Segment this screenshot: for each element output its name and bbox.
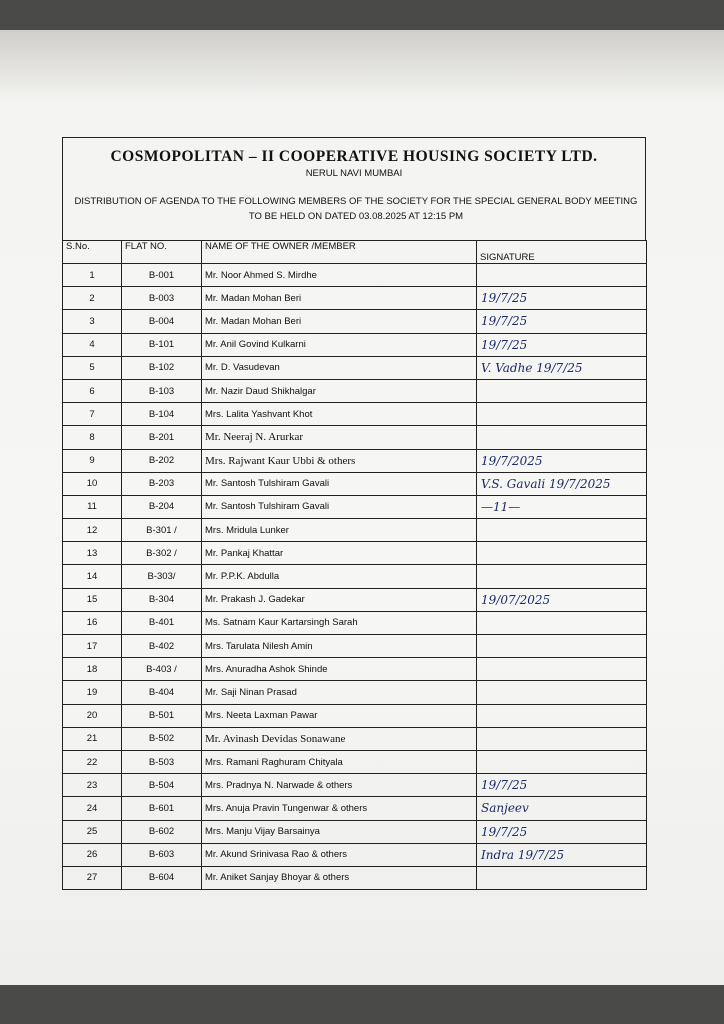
header-name: NAME OF THE OWNER /MEMBER xyxy=(202,241,477,264)
row-flat-no: B-601 xyxy=(122,797,202,820)
row-signature xyxy=(477,635,647,658)
row-flat-no: B-001 xyxy=(122,264,202,287)
header-sno: S.No. xyxy=(63,241,122,264)
row-sno: 3 xyxy=(63,310,122,333)
row-member-name: Mr. Aniket Sanjay Bhoyar & others xyxy=(202,866,477,889)
row-signature: V.S. Gavali 19/7/2025 xyxy=(477,472,647,495)
row-member-name: Mr. Saji Ninan Prasad xyxy=(202,681,477,704)
row-signature xyxy=(477,704,647,727)
table-row xyxy=(63,542,647,565)
row-sno: 13 xyxy=(63,542,122,565)
row-sno: 22 xyxy=(63,750,122,773)
table-row xyxy=(63,310,647,333)
row-member-name: Mr. Avinash Devidas Sonawane xyxy=(202,727,477,750)
table-row xyxy=(63,403,647,426)
row-member-name: Mrs. Anuja Pravin Tungenwar & others xyxy=(202,797,477,820)
row-flat-no: B-504 xyxy=(122,774,202,797)
table-row xyxy=(63,658,647,681)
row-signature xyxy=(477,519,647,542)
row-member-name: Mr. Santosh Tulshiram Gavali xyxy=(202,495,477,518)
table-row xyxy=(63,426,647,449)
document-header xyxy=(62,137,646,241)
row-member-name: Mr. Akund Srinivasa Rao & others xyxy=(202,843,477,866)
row-flat-no: B-502 xyxy=(122,727,202,750)
header-signature: SIGNATURE xyxy=(477,241,647,264)
row-member-name: Mr. Anil Govind Kulkarni xyxy=(202,333,477,356)
row-flat-no: B-103 xyxy=(122,379,202,402)
row-signature: 19/7/25 xyxy=(477,820,647,843)
row-member-name: Mrs. Anuradha Ashok Shinde xyxy=(202,658,477,681)
row-member-name: Mr. Neeraj N. Arurkar xyxy=(202,426,477,449)
table-row xyxy=(63,681,647,704)
row-flat-no: B-101 xyxy=(122,333,202,356)
row-member-name: Mrs. Neeta Laxman Pawar xyxy=(202,704,477,727)
row-member-name: Mr. D. Vasudevan xyxy=(202,356,477,379)
row-sno: 19 xyxy=(63,681,122,704)
row-sno: 7 xyxy=(63,403,122,426)
table-header-row xyxy=(63,241,647,264)
row-sno: 14 xyxy=(63,565,122,588)
row-sno: 11 xyxy=(63,495,122,518)
row-sno: 26 xyxy=(63,843,122,866)
row-sno: 24 xyxy=(63,797,122,820)
row-sno: 15 xyxy=(63,588,122,611)
row-signature: 19/7/25 xyxy=(477,333,647,356)
row-signature xyxy=(477,403,647,426)
header-flat: FLAT NO. xyxy=(122,241,202,264)
row-signature xyxy=(477,866,647,889)
row-flat-no: B-402 xyxy=(122,635,202,658)
table-row xyxy=(63,588,647,611)
table-row xyxy=(63,843,647,866)
row-member-name: Mrs. Mridula Lunker xyxy=(202,519,477,542)
row-signature xyxy=(477,658,647,681)
row-signature: Sanjeev xyxy=(477,797,647,820)
row-member-name: Ms. Satnam Kaur Kartarsingh Sarah xyxy=(202,611,477,634)
row-flat-no: B-204 xyxy=(122,495,202,518)
row-sno: 21 xyxy=(63,727,122,750)
table-row xyxy=(63,750,647,773)
row-signature xyxy=(477,750,647,773)
row-signature xyxy=(477,727,647,750)
table-row xyxy=(63,449,647,472)
table-row xyxy=(63,704,647,727)
row-sno: 4 xyxy=(63,333,122,356)
row-flat-no: B-102 xyxy=(122,356,202,379)
row-signature: V. Vadhe 19/7/25 xyxy=(477,356,647,379)
row-flat-no: B-604 xyxy=(122,866,202,889)
row-flat-no: B-203 xyxy=(122,472,202,495)
row-sno: 6 xyxy=(63,379,122,402)
table-row xyxy=(63,519,647,542)
row-signature: 19/7/2025 xyxy=(477,449,647,472)
row-signature xyxy=(477,542,647,565)
row-sno: 20 xyxy=(63,704,122,727)
row-member-name: Mrs. Tarulata Nilesh Amin xyxy=(202,635,477,658)
row-signature: —11— xyxy=(477,495,647,518)
member-table xyxy=(62,240,647,890)
row-signature xyxy=(477,264,647,287)
table-row xyxy=(63,264,647,287)
row-sno: 18 xyxy=(63,658,122,681)
row-flat-no: B-202 xyxy=(122,449,202,472)
row-flat-no: B-303/ xyxy=(122,565,202,588)
row-signature xyxy=(477,379,647,402)
agenda-description: DISTRIBUTION OF AGENDA TO THE FOLLOWING MEMBERS OF THE SOCIETY FOR THE SPECIAL GENERAL BODY MEETING TO BE HELD ON DATED 03.08.2025 AT 12:15 PM xyxy=(74,196,638,222)
row-member-name: Mrs. Ramani Raghuram Chityala xyxy=(202,750,477,773)
row-flat-no: B-302 / xyxy=(122,542,202,565)
table-row xyxy=(63,774,647,797)
row-signature: 19/7/25 xyxy=(477,310,647,333)
row-member-name: Mr. Santosh Tulshiram Gavali xyxy=(202,472,477,495)
row-signature xyxy=(477,565,647,588)
table-row xyxy=(63,379,647,402)
row-sno: 5 xyxy=(63,356,122,379)
row-member-name: Mr. Madan Mohan Beri xyxy=(202,310,477,333)
row-flat-no: B-301 / xyxy=(122,519,202,542)
row-sno: 25 xyxy=(63,820,122,843)
table-row xyxy=(63,611,647,634)
table-row xyxy=(63,472,647,495)
row-sno: 23 xyxy=(63,774,122,797)
row-sno: 16 xyxy=(63,611,122,634)
row-sno: 12 xyxy=(63,519,122,542)
row-flat-no: B-404 xyxy=(122,681,202,704)
row-flat-no: B-104 xyxy=(122,403,202,426)
table-row xyxy=(63,797,647,820)
row-signature: 19/7/25 xyxy=(477,774,647,797)
row-member-name: Mrs. Pradnya N. Narwade & others xyxy=(202,774,477,797)
row-sno: 1 xyxy=(63,264,122,287)
row-member-name: Mr. Madan Mohan Beri xyxy=(202,287,477,310)
table-row xyxy=(63,356,647,379)
row-sno: 17 xyxy=(63,635,122,658)
row-signature: 19/07/2025 xyxy=(477,588,647,611)
row-member-name: Mr. Prakash J. Gadekar xyxy=(202,588,477,611)
table-row xyxy=(63,635,647,658)
row-sno: 27 xyxy=(63,866,122,889)
row-member-name: Mr. Nazir Daud Shikhalgar xyxy=(202,379,477,402)
row-flat-no: B-501 xyxy=(122,704,202,727)
table-row xyxy=(63,333,647,356)
row-member-name: Mrs. Rajwant Kaur Ubbi & others xyxy=(202,449,477,472)
society-location: NERUL NAVI MUMBAI xyxy=(305,168,403,179)
table-row xyxy=(63,820,647,843)
row-member-name: Mrs. Lalita Yashvant Khot xyxy=(202,403,477,426)
row-flat-no: B-304 xyxy=(122,588,202,611)
row-sno: 9 xyxy=(63,449,122,472)
row-flat-no: B-201 xyxy=(122,426,202,449)
row-signature: Indra 19/7/25 xyxy=(477,843,647,866)
table-row xyxy=(63,495,647,518)
row-flat-no: B-602 xyxy=(122,820,202,843)
row-member-name: Mrs. Manju Vijay Barsainya xyxy=(202,820,477,843)
row-flat-no: B-003 xyxy=(122,287,202,310)
row-sno: 8 xyxy=(63,426,122,449)
row-signature: 19/7/25 xyxy=(477,287,647,310)
table-row xyxy=(63,866,647,889)
row-sno: 10 xyxy=(63,472,122,495)
table-row xyxy=(63,287,647,310)
table-row xyxy=(63,565,647,588)
row-flat-no: B-401 xyxy=(122,611,202,634)
row-flat-no: B-004 xyxy=(122,310,202,333)
table-body xyxy=(63,264,647,890)
row-flat-no: B-403 / xyxy=(122,658,202,681)
row-member-name: Mr. Noor Ahmed S. Mirdhe xyxy=(202,264,477,287)
row-signature xyxy=(477,681,647,704)
row-flat-no: B-603 xyxy=(122,843,202,866)
row-sno: 2 xyxy=(63,287,122,310)
row-member-name: Mr. P.P.K. Abdulla xyxy=(202,565,477,588)
document xyxy=(62,137,646,910)
row-signature xyxy=(477,611,647,634)
row-signature xyxy=(477,426,647,449)
society-title: COSMOPOLITAN – II COOPERATIVE HOUSING SOCIETY LTD. xyxy=(110,148,598,165)
page-fold-shadow xyxy=(0,30,724,100)
row-member-name: Mr. Pankaj Khattar xyxy=(202,542,477,565)
table-row xyxy=(63,727,647,750)
row-flat-no: B-503 xyxy=(122,750,202,773)
